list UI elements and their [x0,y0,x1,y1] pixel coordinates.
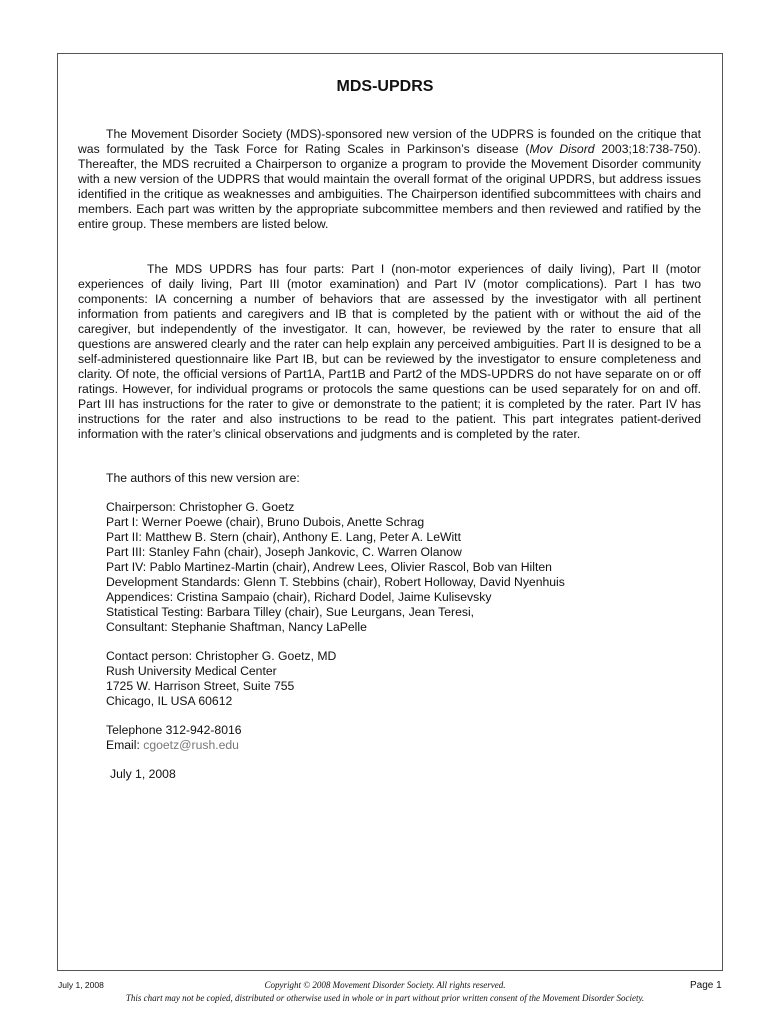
footer-notice: This chart may not be copied, distributed or otherwise used in whole or in part without prior written consent of the Movement Disorder Society. [125,993,645,1003]
document-title: MDS-UPDRS [336,78,434,95]
contact-line: Rush University Medical Center [106,664,277,678]
intro-paragraph [78,127,701,232]
author-line: Part III: Stanley Fahn (chair), Joseph Jankovic, C. Warren Olanow [106,545,462,559]
email-line [106,738,242,753]
email-link[interactable]: cgoetz@rush.edu [143,738,239,752]
contact-line: Contact person: Christopher G. Goetz, MD [106,649,337,663]
citation-journal: Mov Disord [529,142,595,156]
contact-line: Chicago, IL USA 60612 [106,694,233,708]
email-label: Email: [106,738,144,752]
author-line: Consultant: Stephanie Shaftman, Nancy LaPelle [106,620,367,634]
parts-paragraph: The MDS UPDRS has four parts: Part I (non-motor experiences of daily living), Part II (motor experiences of daily living, Part III (motor examination) and Part IV (motor complications). Part I has two components: IA concerning a number of behaviors that are assessed by the investigator with all pertinent information from patients and caregivers and IB that is completed by the patient with or without the aid of the caregiver, but independently of the investigator. It can, however, be reviewed by the rater to ensure that all questions are answered clearly and the rater can help explain any perceived ambiguities. Part II is designed to be a self-administered questionnaire like Part IB, but can be reviewed by the investigator to ensure completeness and clarity. Of note, the official versions of Part1A, Part1B and Part2 of the MDS-UPDRS do not have separate on or off ratings. However, for individual programs or protocols the same questions can be used separately for on and off. Part III has instructions for the rater to give or demonstrate to the patient; it is completed by the rater. Part IV has instructions for the rater and also instructions to be read to the patient. This part integrates patient-derived information with the rater’s clinical observations and judgments and is completed by the rater. [78,262,701,441]
footer-page-number: Page 1 [690,980,722,991]
authors-intro: The authors of this new version are: [106,471,300,485]
author-line: Chairperson: Christopher G. Goetz [106,500,295,514]
author-line: Part II: Matthew B. Stern (chair), Anthony E. Lang, Peter A. LeWitt [106,530,461,544]
authors-list [106,500,565,635]
document-date: July 1, 2008 [110,767,176,781]
author-line: Appendices: Cristina Sampaio (chair), Richard Dodel, Jaime Kulisevsky [106,590,492,604]
author-line: Part I: Werner Poewe (chair), Bruno Dubois, Anette Schrag [106,515,425,529]
contact-block [106,649,336,709]
telephone: Telephone 312-942-8016 [106,723,242,737]
telephone-block [106,723,242,753]
intro-text-end: 2003;18:738-750). Thereafter, the MDS recruited a Chairperson to organize a program to provide the Movement Disorder community with a new version of the UDPRS that would maintain the overall format of the original UPDRS, but address issues identified in the critique as weaknesses and ambiguities. The Chairperson identified subcommittees with chairs and members. Each part was written by the appropriate subcommittee members and then reviewed and ratified by the entire group. These members are listed below. [78,142,701,231]
contact-line: 1725 W. Harrison Street, Suite 755 [106,679,295,693]
author-line: Development Standards: Glenn T. Stebbins (chair), Robert Holloway, David Nyenhuis [106,575,565,589]
footer-date: July 1, 2008 [58,980,104,990]
intro-text-start: The Movement Disorder Society (MDS)-sponsored new version of the UDPRS is founded on the critique that was formulated by the Task Force for Rating Scales in Parkinson’s disease ( [78,127,701,156]
author-line: Part IV: Pablo Martinez-Martin (chair), Andrew Lees, Olivier Rascol, Bob van Hilten [106,560,552,574]
footer-copyright: Copyright © 2008 Movement Disorder Society. All rights reserved. [264,980,506,990]
author-line: Statistical Testing: Barbara Tilley (chair), Sue Leurgans, Jean Teresi, [106,605,475,619]
